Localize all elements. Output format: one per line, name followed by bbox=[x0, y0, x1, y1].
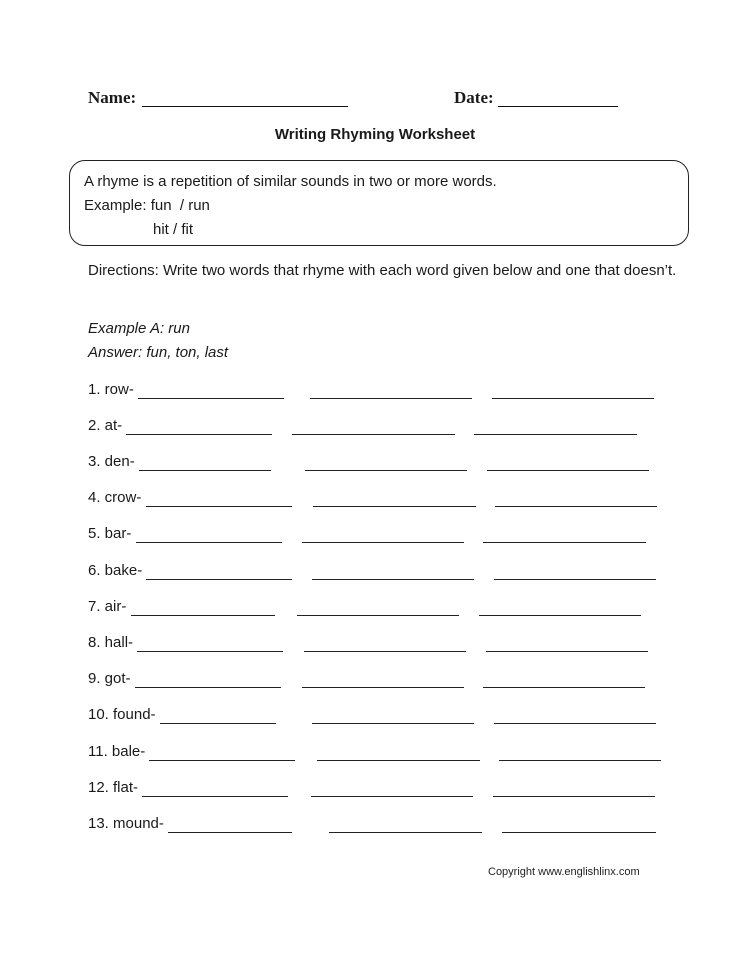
answer-blank-2[interactable] bbox=[302, 687, 464, 688]
answer-blank-1[interactable] bbox=[126, 434, 272, 435]
answer-blank-1[interactable] bbox=[131, 615, 275, 616]
answer-blank-1[interactable] bbox=[146, 579, 292, 580]
answer-blank-2[interactable] bbox=[329, 832, 482, 833]
answer-blank-1[interactable] bbox=[168, 832, 292, 833]
copyright-text: Copyright www.englishlinx.com bbox=[488, 866, 640, 878]
answer-blank-2[interactable] bbox=[312, 579, 474, 580]
item-prompt: 11. bale- bbox=[88, 743, 146, 760]
answer-blank-1[interactable] bbox=[146, 506, 292, 507]
answer-blank-2[interactable] bbox=[292, 434, 455, 435]
page-title: Writing Rhyming Worksheet bbox=[274, 126, 476, 143]
answer-blank-2[interactable] bbox=[317, 760, 480, 761]
example-answer: Answer: fun, ton, last bbox=[88, 344, 229, 361]
answer-blank-1[interactable] bbox=[137, 651, 283, 652]
answer-blank-3[interactable] bbox=[487, 470, 649, 471]
answer-blank-3[interactable] bbox=[492, 398, 654, 399]
answer-blank-3[interactable] bbox=[493, 796, 655, 797]
answer-blank-2[interactable] bbox=[311, 796, 473, 797]
list-item bbox=[88, 562, 688, 586]
list-item bbox=[88, 634, 688, 658]
answer-blank-3[interactable] bbox=[474, 434, 637, 435]
item-prompt: 5. bar- bbox=[88, 525, 132, 542]
list-item bbox=[88, 489, 688, 513]
list-item bbox=[88, 779, 688, 803]
answer-blank-2[interactable] bbox=[305, 470, 467, 471]
answer-blank-1[interactable] bbox=[142, 796, 288, 797]
definition-text: A rhyme is a repetition of similar sounds in two or more words. bbox=[84, 173, 497, 190]
answer-blank-3[interactable] bbox=[486, 651, 648, 652]
answer-blank-1[interactable] bbox=[135, 687, 281, 688]
list-item bbox=[88, 706, 688, 730]
definition-example: Example: fun / run bbox=[84, 197, 210, 214]
item-prompt: 1. row- bbox=[88, 381, 134, 398]
answer-blank-2[interactable] bbox=[304, 651, 466, 652]
list-item bbox=[88, 743, 688, 767]
answer-blank-3[interactable] bbox=[494, 579, 656, 580]
answer-blank-3[interactable] bbox=[483, 542, 646, 543]
list-item bbox=[88, 598, 688, 622]
list-item bbox=[88, 417, 688, 441]
answer-blank-1[interactable] bbox=[139, 470, 271, 471]
list-item bbox=[88, 453, 688, 477]
item-prompt: 12. flat- bbox=[88, 779, 139, 796]
answer-blank-3[interactable] bbox=[499, 760, 661, 761]
header-row bbox=[88, 86, 628, 112]
item-prompt: 7. air- bbox=[88, 598, 127, 615]
date-label: Date: bbox=[454, 88, 494, 107]
item-prompt: 4. crow- bbox=[88, 489, 142, 506]
example-question: Example A: run bbox=[88, 320, 190, 337]
answer-blank-1[interactable] bbox=[149, 760, 295, 761]
definition-example-2: hit / fit bbox=[153, 221, 194, 238]
answer-blank-3[interactable] bbox=[494, 723, 656, 724]
answer-blank-3[interactable] bbox=[483, 687, 645, 688]
list-item bbox=[88, 525, 688, 549]
answer-blank-2[interactable] bbox=[310, 398, 472, 399]
answer-blank-1[interactable] bbox=[160, 723, 276, 724]
answer-blank-3[interactable] bbox=[479, 615, 641, 616]
directions-text: Directions: Write two words that rhyme with each word given below and one that doesn’t. bbox=[88, 262, 677, 279]
item-prompt: 3. den- bbox=[88, 453, 135, 470]
item-prompt: 6. bake- bbox=[88, 562, 143, 579]
item-prompt: 10. found- bbox=[88, 706, 156, 723]
list-item bbox=[88, 670, 688, 694]
answer-blank-2[interactable] bbox=[297, 615, 459, 616]
answer-blank-2[interactable] bbox=[313, 506, 476, 507]
item-prompt: 13. mound- bbox=[88, 815, 164, 832]
answer-blank-2[interactable] bbox=[302, 542, 464, 543]
answer-blank-3[interactable] bbox=[495, 506, 657, 507]
date-field[interactable] bbox=[498, 106, 618, 107]
item-prompt: 8. hall- bbox=[88, 634, 134, 651]
definition-box bbox=[69, 160, 689, 246]
answer-blank-1[interactable] bbox=[136, 542, 282, 543]
item-prompt: 9. got- bbox=[88, 670, 131, 687]
answer-blank-2[interactable] bbox=[312, 723, 474, 724]
list-item bbox=[88, 815, 688, 839]
name-label: Name: bbox=[88, 88, 137, 107]
list-item bbox=[88, 381, 688, 405]
answer-blank-1[interactable] bbox=[138, 398, 284, 399]
item-prompt: 2. at- bbox=[88, 417, 123, 434]
answer-blank-3[interactable] bbox=[502, 832, 656, 833]
name-field[interactable] bbox=[142, 106, 348, 107]
